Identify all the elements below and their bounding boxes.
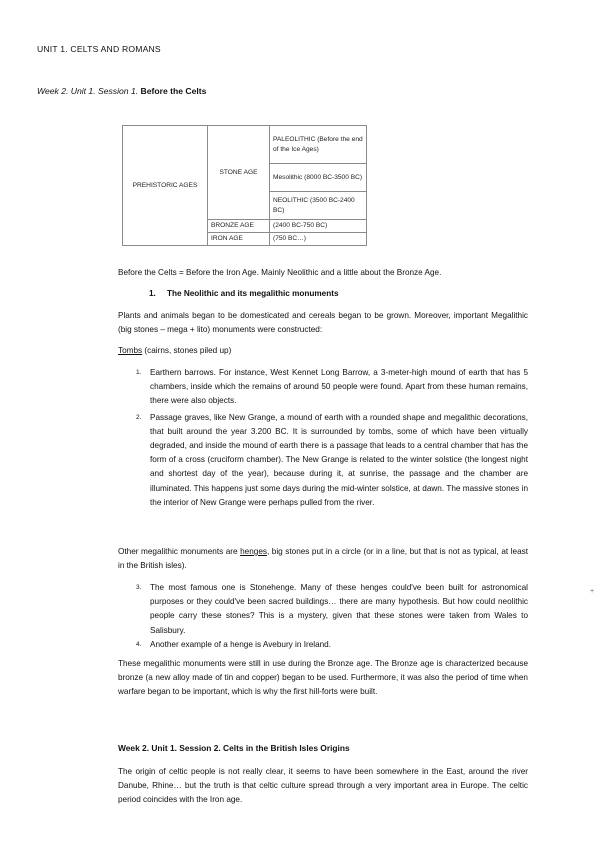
list-item (136, 581, 528, 638)
tombs-line (118, 344, 528, 358)
week-heading-session: Week 2. Unit 1. Session 1. (37, 86, 139, 96)
plants-paragraph: Plants and animals began to be domesticated and cereals began to be grown. Moreover, important Megalithic (big stones – mega + lito) monuments were constructed: (118, 311, 528, 335)
cell-mesolithic: Mesolithic (8000 BC-3500 BC) (270, 164, 367, 192)
tombs-description: (cairns, stones piled up) (142, 346, 232, 355)
week-heading-topic: Before the Celts (140, 86, 207, 96)
list-item (136, 366, 528, 409)
henge-list (136, 581, 528, 652)
list-item-text: Passage graves, like New Grange, a mound of earth with a rounded shape and megalithic decorations, that built around the year 3.200 BC. It is surrounded by tombs, some of which have been virtually degraded, and inside the mound of earth there is a passage that leads to a central chamber that has the form of a cross (cruciform chamber). The New Grange is related to the winter solstice (the longest night and shortest day of the year), because during it, at sunrise, the passage and the chamber are illuminated. This happens just some days during the mid-winter solstice, at dawn. The massive stones in the interior of New Grange were perhaps pulled from the river. (150, 412, 528, 507)
bronze-age-paragraph: These megalithic monuments were still in use during the Bronze age. The Bronze age is characterized because bronze (a new alloy made of tin and copper) began to be used. Furthermore, it was also the period of time when warfare began to be important, which is why the first hill-forts were built. (118, 659, 528, 697)
cell-stone-age: STONE AGE (208, 126, 270, 220)
henges-paragraph (118, 545, 528, 573)
henges-text-before: Other megalithic monuments are (118, 547, 241, 556)
margin-mark: + (590, 588, 595, 595)
section-1-title: The Neolithic and its megalithic monuments (167, 289, 339, 298)
intro-paragraph: Before the Celts = Before the Iron Age. Mainly Neolithic and a little about the Bronze Age. (118, 268, 442, 277)
tomb-list (136, 366, 528, 510)
unit-title: UNIT 1. CELTS AND ROMANS (37, 44, 161, 54)
list-item-text: The most famous one is Stonehenge. Many of these henges could've been built for astronomical purposes or they could've been sacred buildings… there are many hypothesis. But how could neolithic people carry these stones? This is a mystery, given that these stones were taken from Wales to Salisbury. (150, 583, 528, 635)
cell-neolithic: NEOLITHIC (3500 BC-2400 BC) (270, 192, 367, 220)
cell-paleolithic: PALEOLITHIC (Before the end of the Ice Ages) (270, 126, 367, 164)
list-marker: 1. (136, 369, 142, 376)
henges-text-after: , big stones put in a circle (or in a line, but that is not as typical, at least in the British isles). (118, 547, 528, 571)
week-heading (37, 86, 206, 96)
session-2-heading: Week 2. Unit 1. Session 2. Celts in the British Isles Origins (118, 743, 350, 753)
cell-bronze-age: BRONZE AGE (208, 220, 270, 233)
list-marker: 4. (136, 640, 142, 648)
section-1-number: 1. (149, 289, 156, 298)
list-item (136, 638, 528, 652)
list-item (136, 411, 528, 510)
cell-bronze-dates: (2400 BC-750 BC) (270, 220, 367, 233)
list-marker: 2. (136, 413, 142, 421)
tombs-label: Tombs (118, 346, 143, 355)
henges-term: henges (240, 547, 267, 556)
cell-iron-dates: (750 BC…) (270, 233, 367, 246)
cell-iron-age: IRON AGE (208, 233, 270, 246)
list-item-text: Earthern barrows. For instance, West Kennet Long Barrow, a 3-meter-high mound of earth that has 5 chambers, inside which the remains of around 50 people were found. Apart from these human remains, there were also objects. (150, 368, 528, 406)
prehistoric-ages-table (122, 125, 367, 246)
section-1-heading (149, 289, 339, 298)
list-marker: 3. (136, 584, 142, 591)
list-item-text: Another example of a henge is Avebury in Ireland. (150, 639, 331, 649)
cell-prehistoric-ages: PREHISTORIC AGES (123, 126, 208, 246)
origins-paragraph: The origin of celtic people is not really clear, it seems to have been somewhere in the East, around the river Danube, Rhine… but the truth is that celtic culture spread through a very important area in Europe. The celtic period coincides with the Iron age. (118, 767, 528, 805)
